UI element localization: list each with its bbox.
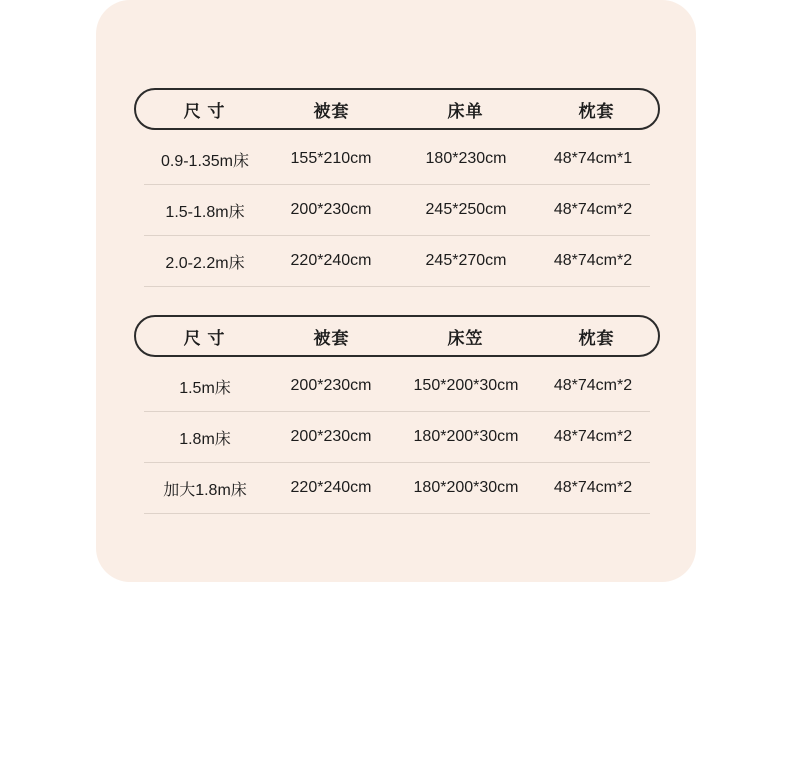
cell-duvet-cover: 220*240cm [290,252,372,269]
cell-duvet-cover: 220*240cm [290,479,372,496]
cell-bed-sheet: 245*270cm [425,252,507,269]
cell-fitted-sheet: 150*200*30cm [413,377,519,394]
cell-duvet-cover: 200*230cm [290,377,372,394]
bed-sheet-size-table [134,88,660,287]
header-cell-pillowcase: 枕套 [578,101,615,121]
header-cell-fitted-sheet: 床笠 [447,328,484,348]
cell-pillowcase: 48*74cm*1 [553,150,633,167]
table-row [144,185,650,236]
cell-pillowcase: 48*74cm*2 [553,252,633,269]
table-header-row [134,315,660,357]
table-header-row [134,88,660,130]
table-row [144,134,650,185]
header-cell-bed-sheet: 床单 [447,101,484,121]
cell-fitted-sheet: 180*200*30cm [413,428,519,445]
header-cell-pillowcase: 枕套 [578,328,615,348]
cell-size: 1.5-1.8m床 [165,203,245,221]
table-row [144,463,650,514]
cell-duvet-cover: 155*210cm [290,150,372,167]
cell-size: 0.9-1.35m床 [160,152,250,170]
table-row [144,412,650,463]
size-tables-container [134,88,660,542]
fitted-sheet-size-table [134,315,660,514]
header-cell-size: 尺 寸 [183,101,226,121]
cell-bed-sheet: 245*250cm [425,201,507,218]
cell-size: 2.0-2.2m床 [165,254,245,272]
cell-pillowcase: 48*74cm*2 [553,479,633,496]
cell-bed-sheet: 180*230cm [425,150,507,167]
cell-pillowcase: 48*74cm*2 [553,201,633,218]
table-row [144,361,650,412]
header-cell-size: 尺 寸 [183,328,226,348]
cell-size: 1.5m床 [179,379,231,397]
cell-duvet-cover: 200*230cm [290,201,372,218]
cell-size: 加大1.8m床 [163,481,247,499]
header-cell-duvet-cover: 被套 [313,328,350,348]
cell-duvet-cover: 200*230cm [290,428,372,445]
cell-pillowcase: 48*74cm*2 [553,377,633,394]
cell-fitted-sheet: 180*200*30cm [413,479,519,496]
cell-pillowcase: 48*74cm*2 [553,428,633,445]
cell-size: 1.8m床 [179,430,231,448]
table-row [144,236,650,287]
header-cell-duvet-cover: 被套 [313,101,350,121]
